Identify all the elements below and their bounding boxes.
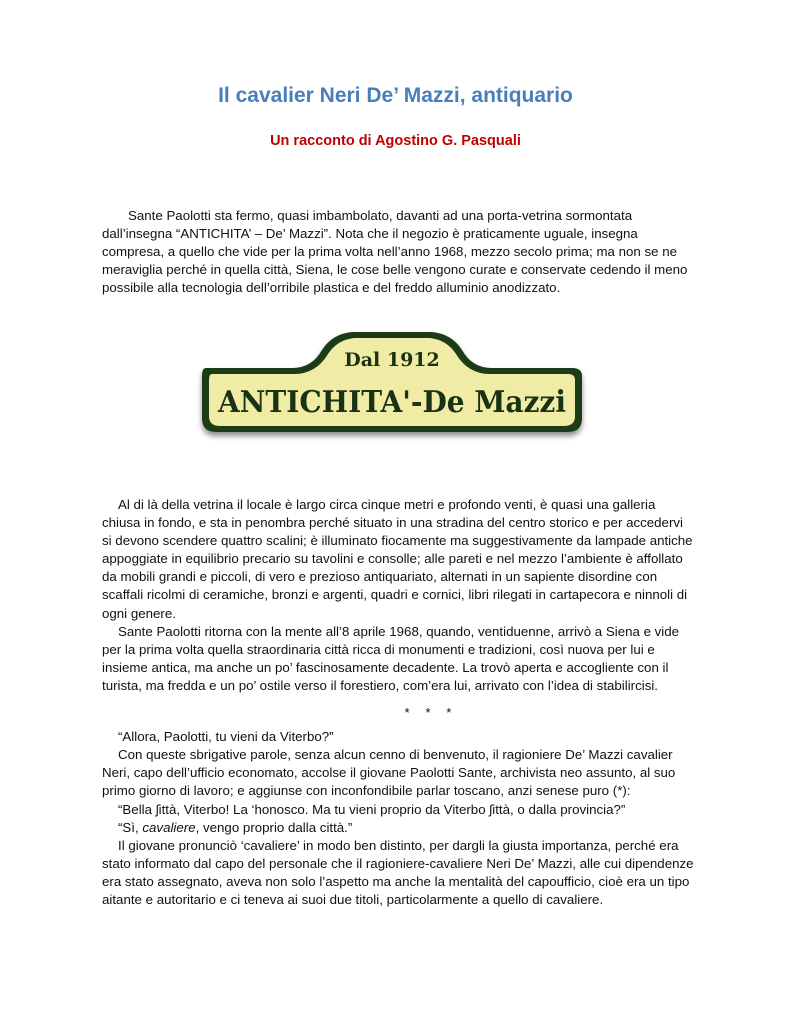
dialogue-line-3: “Bella ʃittà, Viterbo! La ‘honosco. Ma tu vieni proprio da Viterbo ʃittà, o dalla provincia?” xyxy=(118,801,626,817)
paragraph-gallery: Al di là della vetrina il locale è largo circa cinque metri e profondo venti, è quasi una galleria chiusa in fondo, e sta in penombra perché situato in una stradina del centro storico e per accedervi si devono scendere quattro scalini; è illuminato fiocamente ma suggestivamente da lampade antiche appoggiate in equilibrio precario su tavolini e consolle; alle pareti e nel mezzo l’ambiente è affollato da mobili grandi e piccoli, di vero e prezioso antiquariato, alternati in un sapiente disordine con scaffali ricolmi di ceramiche, bronzi e argenti, quadri e cornici, libri rilegati in cartapecora e ninnoli di ogni genere. xyxy=(102,497,693,621)
dialogue-paragraph-5: Il giovane pronunciò ‘cavaliere’ in modo ben distinto, per dargli la giusta importanza, perché era stato informato dal capo del personale che il ragioniere-cavaliere Neri De’ Mazzi, alle cui dipendenze era stato assegnato, aveva non solo l’aspetto ma anche la mentalità del capoufficio, cioè era un tipo aitante e autoritario e ci teneva ai suoi due titoli, particolarmente a quello di cavaliere. xyxy=(102,837,694,907)
dialogue-line-1: “Allora, Paolotti, tu vieni da Viterbo?” xyxy=(118,729,334,745)
dialogue-paragraph-2: Con queste sbrigative parole, senza alcun cenno di benvenuto, il ragioniere De’ Mazzi cavalier Neri, capo dell’ufficio economato, accolse il giovane Paolotti Sante, archivista neo assunto, al suo primo giorno di lavoro; e aggiunse con inconfondibile parlar toscano, anzi senese puro (*): xyxy=(102,747,676,799)
document-title: Il cavalier Neri De’ Mazzi, antiquario xyxy=(218,84,573,107)
intro-section xyxy=(102,207,694,297)
main-text xyxy=(102,496,694,909)
paragraph-memory: Sante Paolotti ritorna con la mente all’8 aprile 1968, quando, ventiduenne, arrivò a Siena e vide per la prima volta quella straordinaria città ricca di monumenti e tradizioni, così nuova per lui e insieme antica, ma anche un po’ fascinosamente decadente. La trovò aperta e accogliente con il turista, ma fredda e un po’ ostile verso il forestiero, com’era lui, arrivato con l’idea di stabilircisi. xyxy=(102,623,680,693)
dialogue-line-4-emphasis: cavaliere xyxy=(142,819,196,835)
dialogue-line-4-post: , vengo proprio dalla città.” xyxy=(195,819,353,835)
sign-year-text: Dal 1912 xyxy=(344,349,440,371)
sign-name-text: ANTICHITA'-De Mazzi xyxy=(217,385,566,420)
shop-sign-image xyxy=(192,320,592,455)
shop-sign-svg xyxy=(192,320,592,455)
section-separator: * * * xyxy=(404,705,452,721)
document-subtitle: Un racconto di Agostino G. Pasquali xyxy=(270,133,521,149)
dialogue-line-4-pre: “Sì, xyxy=(118,819,143,835)
dialogue-line-4 xyxy=(102,819,694,837)
intro-paragraph: Sante Paolotti sta fermo, quasi imbambolato, davanti ad una porta-vetrina sormontata dall’insegna “ANTICHITA’ – De’ Mazzi”. Nota che il negozio è praticamente uguale, insegna compresa, a quello che vide per la prima volta nell’anno 1968, mezzo secolo prima; ma non se ne meraviglia perché in quella città, Siena, le cose belle vengono curate e conservate cedendo il meno possibile alla tecnologia dell’orribile plastica e del freddo alluminio anodizzato. xyxy=(102,208,688,296)
